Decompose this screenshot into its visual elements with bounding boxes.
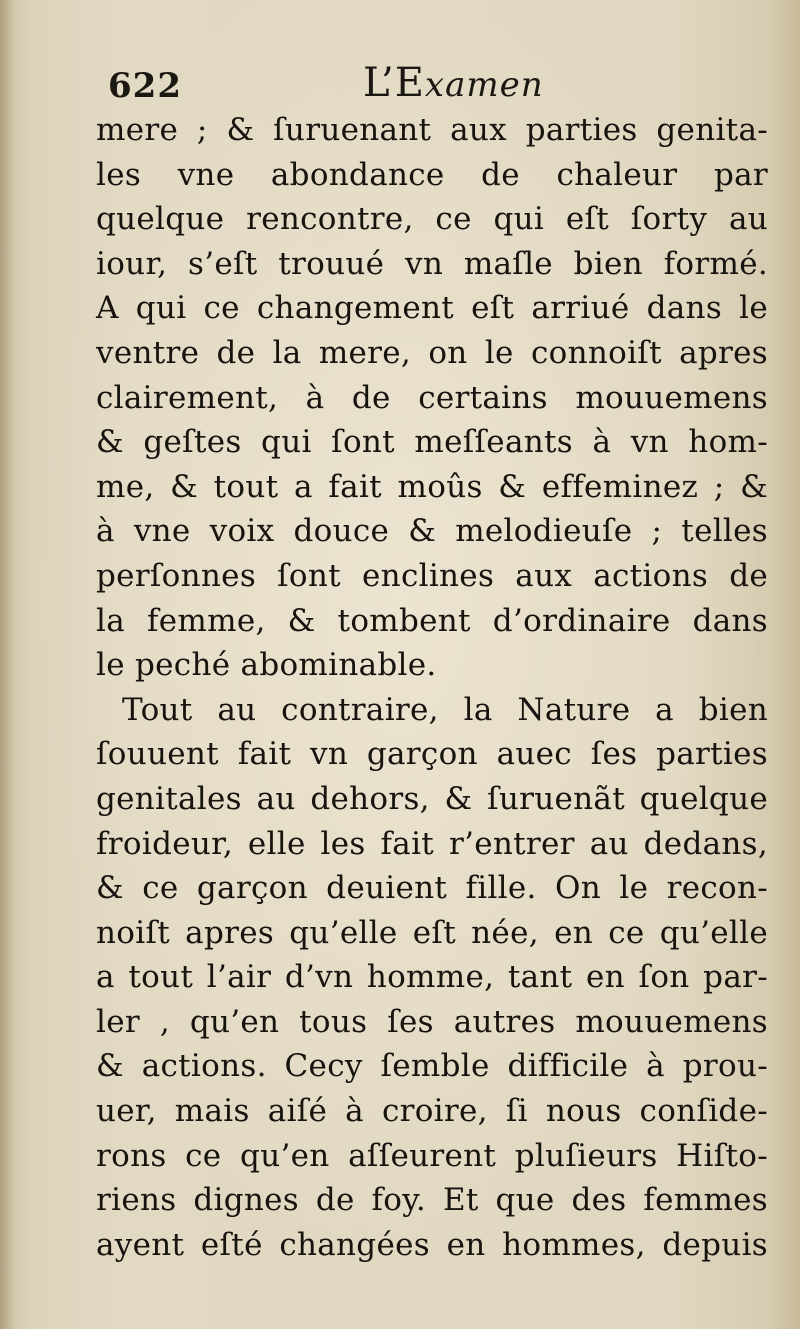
text-line: quelque rencontre, ce qui eſt ſorty au bbox=[96, 201, 768, 238]
body-text bbox=[96, 108, 768, 1267]
text-line: iour, s’eſt trouué vn maſle bien formé. bbox=[96, 245, 768, 282]
text-line: le peché abominable. bbox=[96, 647, 437, 684]
text-line: noiſt apres qu’elle eſt née, en ce qu’elle bbox=[96, 914, 768, 951]
text-line: genitales au dehors, & ſuruenãt quelque bbox=[96, 780, 768, 817]
text-line: perſonnes ſont enclines aux actions de bbox=[96, 557, 768, 594]
text-line: ler , qu’en tous ſes autres mouuemens bbox=[96, 1003, 768, 1040]
text-line: A qui ce changement eſt arriué dans le bbox=[96, 290, 768, 327]
text-line: & ce garçon deuient fille. On le recon- bbox=[96, 870, 768, 907]
text-line: & actions. Cecy ſemble difficile à prou- bbox=[96, 1048, 768, 1085]
page-number: 622 bbox=[108, 66, 182, 106]
text-line: à vne voix douce & melodieuſe ; telles bbox=[96, 513, 768, 550]
text-line: a tout l’air d’vn homme, tant en ſon par- bbox=[96, 959, 768, 996]
text-line: uer, mais aiſé à croire, ſi nous conſide- bbox=[96, 1093, 768, 1130]
text-line: froideur, elle les fait r’entrer au dedans, bbox=[96, 825, 768, 862]
text-line: ventre de la mere, on le connoiſt apres bbox=[96, 334, 768, 371]
text-line: les vne abondance de chaleur par bbox=[96, 156, 768, 193]
text-line: riens dignes de foy. Et que des femmes bbox=[96, 1182, 768, 1219]
text-line: rons ce qu’en aſſeurent pluſieurs Hiſto- bbox=[96, 1137, 768, 1174]
text-line: ſouuent fait vn garçon auec ſes parties bbox=[96, 736, 768, 773]
text-line: Tout au contraire, la Nature a bien bbox=[122, 691, 768, 728]
text-line: mere ; & ſuruenant aux parties genita- bbox=[96, 112, 768, 148]
text-line: la femme, & tombent d’ordinaire dans bbox=[96, 602, 768, 639]
page-header bbox=[108, 60, 628, 112]
running-head bbox=[363, 60, 544, 106]
text-line: ayent eſté changées en hommes, depuis bbox=[96, 1226, 768, 1263]
running-head-cap: L’E bbox=[363, 60, 425, 106]
text-line: me, & tout a fait moûs & effeminez ; & bbox=[96, 468, 768, 505]
text-line: & geſtes qui ſont meſſeants à vn hom- bbox=[96, 424, 768, 461]
text-line: clairement, à de certains mouuemens bbox=[96, 379, 768, 416]
running-head-rest: xamen bbox=[424, 65, 544, 105]
